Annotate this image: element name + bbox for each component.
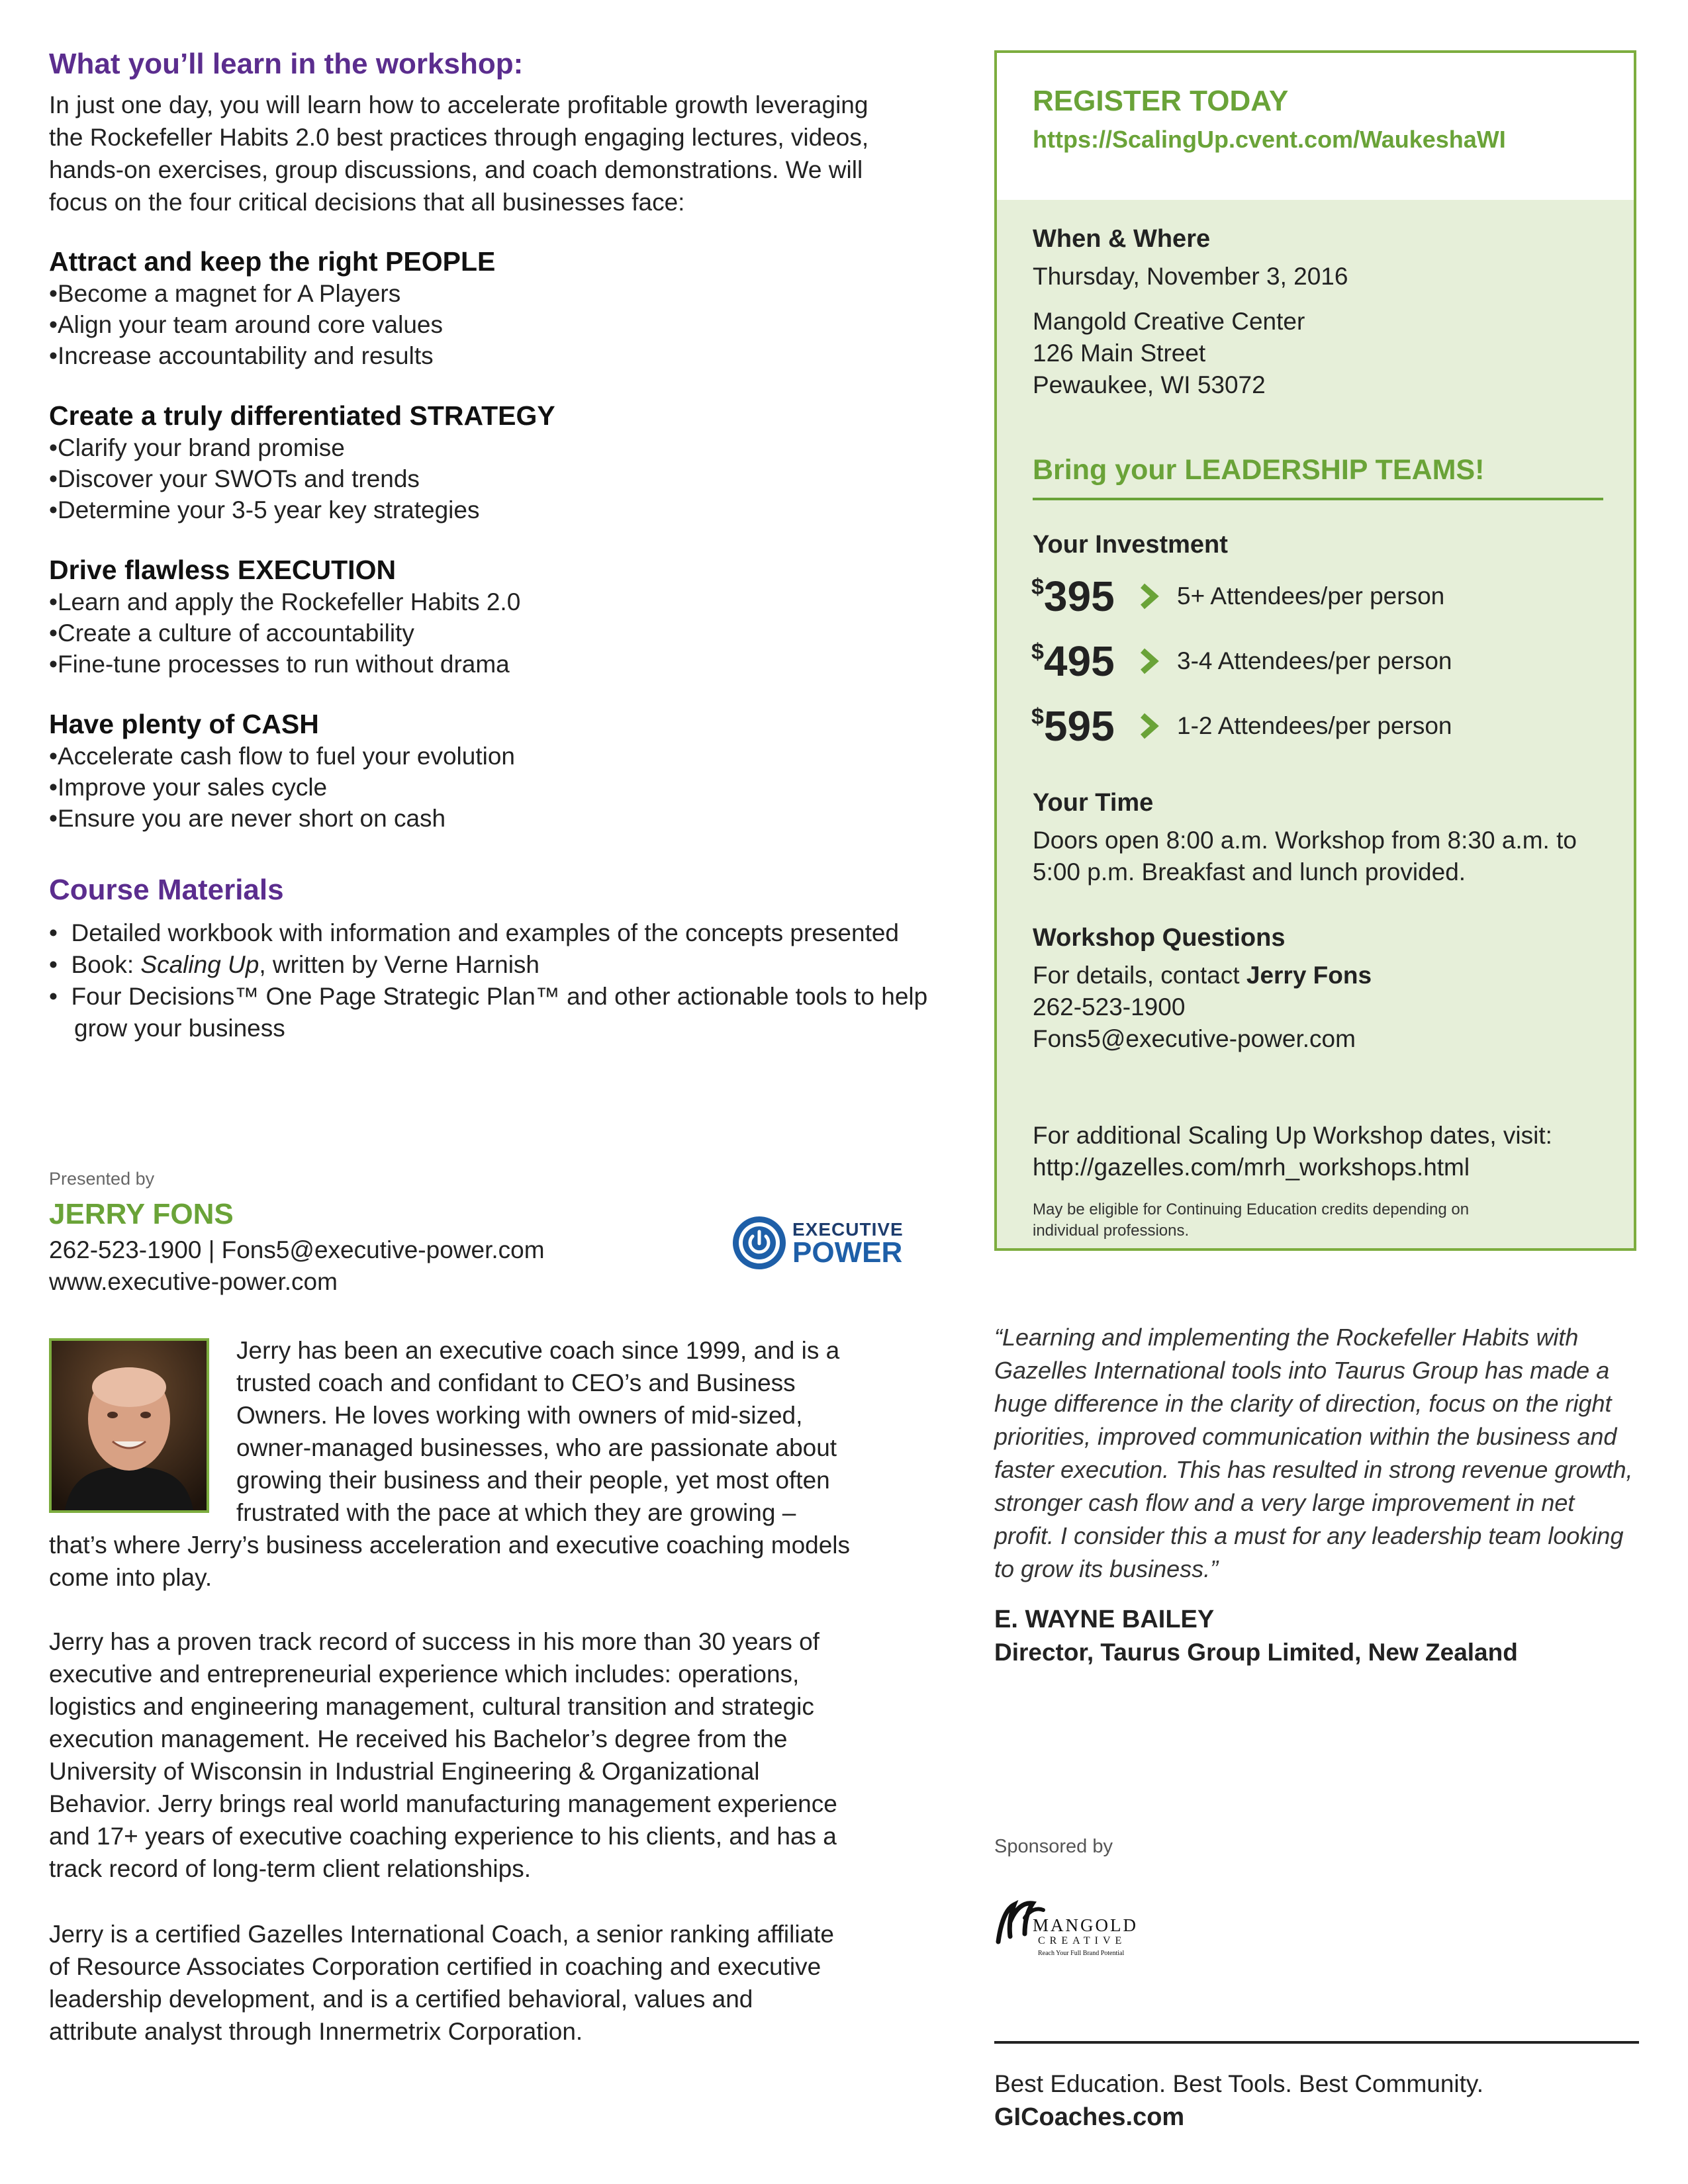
- testimonial-author-title: Director, Taurus Group Limited, New Zealand: [994, 1639, 1518, 1666]
- logo-text: EXECUTIVE: [792, 1219, 904, 1240]
- additional-link[interactable]: http://gazelles.com/mrh_workshops.html: [1033, 1154, 1470, 1181]
- bullet-item: • Accelerate cash flow to fuel your evolution: [49, 741, 923, 772]
- intro-line: the Rockefeller Habits 2.0 best practices through engaging lectures, videos,: [49, 124, 869, 151]
- presenter-photo: [49, 1338, 209, 1513]
- bio-line: track record of long-term client relationships.: [49, 1855, 531, 1882]
- quote-line: profit. I consider this a must for any leadership team looking: [994, 1522, 1624, 1549]
- bring-teams-heading: [1033, 454, 1484, 486]
- sponsored-by-label: Sponsored by: [994, 1836, 1113, 1857]
- materials-item: • Detailed workbook with information and examples of the concepts presented: [49, 917, 936, 949]
- price-amount: [1031, 637, 1131, 686]
- time-line: 5:00 p.m. Breakfast and lunch provided.: [1033, 858, 1466, 886]
- bio-line: trusted coach and confidant to CEO’s and Business: [236, 1369, 796, 1396]
- price-row: [1031, 703, 1452, 749]
- panel-header: [997, 53, 1634, 200]
- bullet-item: • Increase accountability and results: [49, 340, 923, 371]
- presenter-contact: 262-523-1900 | Fons5@executive-power.com: [49, 1236, 545, 1263]
- intro-line: In just one day, you will learn how to accelerate profitable growth leveraging: [49, 91, 868, 118]
- venue-city: Pewaukee, WI 53072: [1033, 371, 1266, 398]
- time-label: Your Time: [1033, 789, 1154, 817]
- register-title: REGISTER TODAY: [1033, 85, 1289, 117]
- currency: $: [1031, 704, 1044, 729]
- price-row: [1031, 638, 1452, 684]
- presented-by-label: Presented by: [49, 1169, 155, 1189]
- section-cash: [49, 707, 923, 834]
- testimonial-author: E. WAYNE BAILEY: [994, 1606, 1215, 1633]
- venue-street: 126 Main Street: [1033, 340, 1206, 367]
- bio-paragraph-1-wrapped: [236, 1334, 931, 1529]
- bio-paragraph-1-cont: [49, 1529, 936, 1594]
- text: Bring your: [1033, 454, 1185, 486]
- bio-line: Behavior. Jerry brings real world manufacturing management experience: [49, 1790, 837, 1817]
- bio-line: attribute analyst through Innermetrix Corporation.: [49, 2018, 583, 2045]
- section-title: Drive flawless EXECUTION: [49, 555, 397, 585]
- logo-text: MANGOLD: [1033, 1915, 1138, 1935]
- bio-line: frustrated with the pace at which they are growing –: [236, 1499, 796, 1526]
- footer-website[interactable]: GICoaches.com: [994, 2103, 1185, 2131]
- book-title: Scaling Up: [140, 951, 259, 978]
- bullet-item: • Learn and apply the Rockefeller Habits 2.0: [49, 586, 923, 617]
- time-line: Doors open 8:00 a.m. Workshop from 8:30 a.m. to: [1033, 827, 1577, 854]
- contact-line: [1033, 960, 1372, 991]
- investment-label: Your Investment: [1033, 531, 1228, 559]
- logo-tagline: Reach Your Full Brand Potential: [1038, 1950, 1125, 1957]
- headshot-image: [52, 1341, 207, 1510]
- register-link[interactable]: https://ScalingUp.cvent.com/WaukeshaWI: [1033, 126, 1506, 153]
- quote-line: priorities, improved communication within the business and: [994, 1423, 1617, 1450]
- divider: [1033, 498, 1603, 500]
- bullet-item: • Create a culture of accountability: [49, 617, 923, 649]
- bullet-item: • Improve your sales cycle: [49, 772, 923, 803]
- chevron-right-icon: [1137, 713, 1161, 739]
- section-execution: [49, 553, 923, 680]
- ce-line: individual professions.: [1033, 1222, 1190, 1240]
- bullet-item: • Ensure you are never short on cash: [49, 803, 923, 834]
- materials-item: [49, 949, 936, 981]
- bio-line: execution management. He received his Bachelor’s degree from the: [49, 1725, 788, 1752]
- ce-note: [1033, 1199, 1469, 1242]
- workshop-heading: What you’ll learn in the workshop:: [49, 48, 524, 80]
- text: LEADERSHIP TEAMS!: [1184, 454, 1485, 486]
- contact-email[interactable]: Fons5@executive-power.com: [1033, 1025, 1356, 1052]
- bullet-item: • Clarify your brand promise: [49, 432, 923, 463]
- bullet-item: • Align your team around core values: [49, 309, 923, 340]
- bio-line: and 17+ years of executive coaching experience to his clients, and has a: [49, 1823, 837, 1850]
- price-amount: [1031, 702, 1131, 751]
- ce-line: May be eligible for Continuing Education credits depending on: [1033, 1201, 1470, 1218]
- bullet-item: • Determine your 3-5 year key strategies: [49, 494, 923, 525]
- bio-line: executive and entrepreneurial experience which includes: operations,: [49, 1661, 800, 1688]
- registration-panel: [994, 50, 1636, 1251]
- amount: 395: [1043, 572, 1115, 620]
- intro-paragraph: [49, 89, 923, 218]
- quote-line: “Learning and implementing the Rockefeller Habits with: [994, 1324, 1579, 1351]
- venue-name: Mangold Creative Center: [1033, 308, 1305, 335]
- bio-paragraph-2: [49, 1625, 936, 1885]
- quote-line: faster execution. This has resulted in strong revenue growth,: [994, 1456, 1633, 1483]
- bio-paragraph-3: [49, 1918, 936, 2048]
- bio-line: that’s where Jerry’s business acceleration and executive coaching models: [49, 1531, 851, 1559]
- when-where-label: When & Where: [1033, 225, 1211, 253]
- text: Book:: [71, 951, 141, 978]
- section-title: Attract and keep the right PEOPLE: [49, 246, 496, 277]
- bio-line: owner-managed businesses, who are passionate about: [236, 1434, 837, 1461]
- course-materials-heading: Course Materials: [49, 874, 284, 906]
- footer-tagline: Best Education. Best Tools. Best Community.: [994, 2070, 1483, 2097]
- section-people: [49, 245, 923, 371]
- bio-line: leadership development, and is a certified behavioral, values and: [49, 1985, 753, 2013]
- chevron-right-icon: [1137, 648, 1161, 674]
- contact-name: Jerry Fons: [1246, 962, 1372, 989]
- additional-dates: [1033, 1120, 1552, 1183]
- amount: 495: [1043, 637, 1115, 685]
- bullet-item: • Fine-tune processes to run without drama: [49, 649, 923, 680]
- power-icon: [731, 1215, 787, 1271]
- section-title: Have plenty of CASH: [49, 709, 319, 739]
- price-amount: [1031, 572, 1131, 621]
- logo-text: CREATIVE: [1038, 1935, 1127, 1946]
- presenter-name: JERRY FONS: [49, 1198, 234, 1230]
- footer-divider: [994, 2041, 1639, 2044]
- section-title: Create a truly differentiated STRATEGY: [49, 400, 555, 431]
- materials-list: [49, 917, 936, 1044]
- quote-line: stronger cash flow and a very large improvement in net: [994, 1489, 1575, 1516]
- amount: 595: [1043, 702, 1115, 750]
- panel-body: [997, 200, 1634, 1248]
- section-strategy: [49, 399, 923, 525]
- text: For details, contact: [1033, 962, 1246, 989]
- price-description: 1-2 Attendees/per person: [1177, 712, 1452, 739]
- logo-text: POWER: [792, 1236, 903, 1269]
- intro-line: focus on the four critical decisions that all businesses face:: [49, 189, 685, 216]
- additional-line: For additional Scaling Up Workshop dates, visit:: [1033, 1122, 1552, 1149]
- time-text: [1033, 825, 1577, 888]
- currency: $: [1031, 574, 1044, 600]
- bio-line: Jerry is a certified Gazelles International Coach, a senior ranking affiliate: [49, 1921, 834, 1948]
- contact-info: [1033, 960, 1372, 1055]
- bio-line: logistics and engineering management, cultural transition and strategic: [49, 1693, 814, 1720]
- bio-line: Jerry has a proven track record of success in his more than 30 years of: [49, 1628, 820, 1655]
- intro-line: hands-on exercises, group discussions, and coach demonstrations. We will: [49, 156, 863, 183]
- venue-address: [1033, 306, 1305, 401]
- price-description: 5+ Attendees/per person: [1177, 582, 1445, 610]
- testimonial-quote: [994, 1321, 1643, 1586]
- presenter-website[interactable]: www.executive-power.com: [49, 1268, 338, 1295]
- bio-line: come into play.: [49, 1564, 212, 1591]
- bullet-item: • Discover your SWOTs and trends: [49, 463, 923, 494]
- quote-line: Gazelles International tools into Taurus Group has made a: [994, 1357, 1610, 1384]
- contact-phone: 262-523-1900: [1033, 993, 1186, 1021]
- currency: $: [1031, 639, 1044, 664]
- text: , written by Verne Harnish: [259, 951, 539, 978]
- price-description: 3-4 Attendees/per person: [1177, 647, 1452, 674]
- bio-line: University of Wisconsin in Industrial Engineering & Organizational: [49, 1758, 760, 1785]
- bio-line: Jerry has been an executive coach since 1999, and is a: [236, 1337, 840, 1364]
- chevron-right-icon: [1137, 583, 1161, 610]
- quote-line: huge difference in the clarity of direction, focus on the right: [994, 1390, 1612, 1417]
- mangold-creative-logo: [994, 1893, 1160, 1979]
- price-row: [1031, 573, 1444, 619]
- questions-label: Workshop Questions: [1033, 924, 1286, 952]
- event-date: Thursday, November 3, 2016: [1033, 263, 1348, 290]
- bio-line: Owners. He loves working with owners of mid-sized,: [236, 1402, 803, 1429]
- bio-line: of Resource Associates Corporation certified in coaching and executive: [49, 1953, 821, 1980]
- bio-line: growing their business and their people, yet most often: [236, 1467, 830, 1494]
- quote-line: to grow its business.”: [994, 1555, 1219, 1582]
- bullet-item: • Become a magnet for A Players: [49, 278, 923, 309]
- materials-item: • Four Decisions™ One Page Strategic Plan™ and other actionable tools to help grow your business: [49, 981, 936, 1044]
- executive-power-logo: [731, 1215, 920, 1271]
